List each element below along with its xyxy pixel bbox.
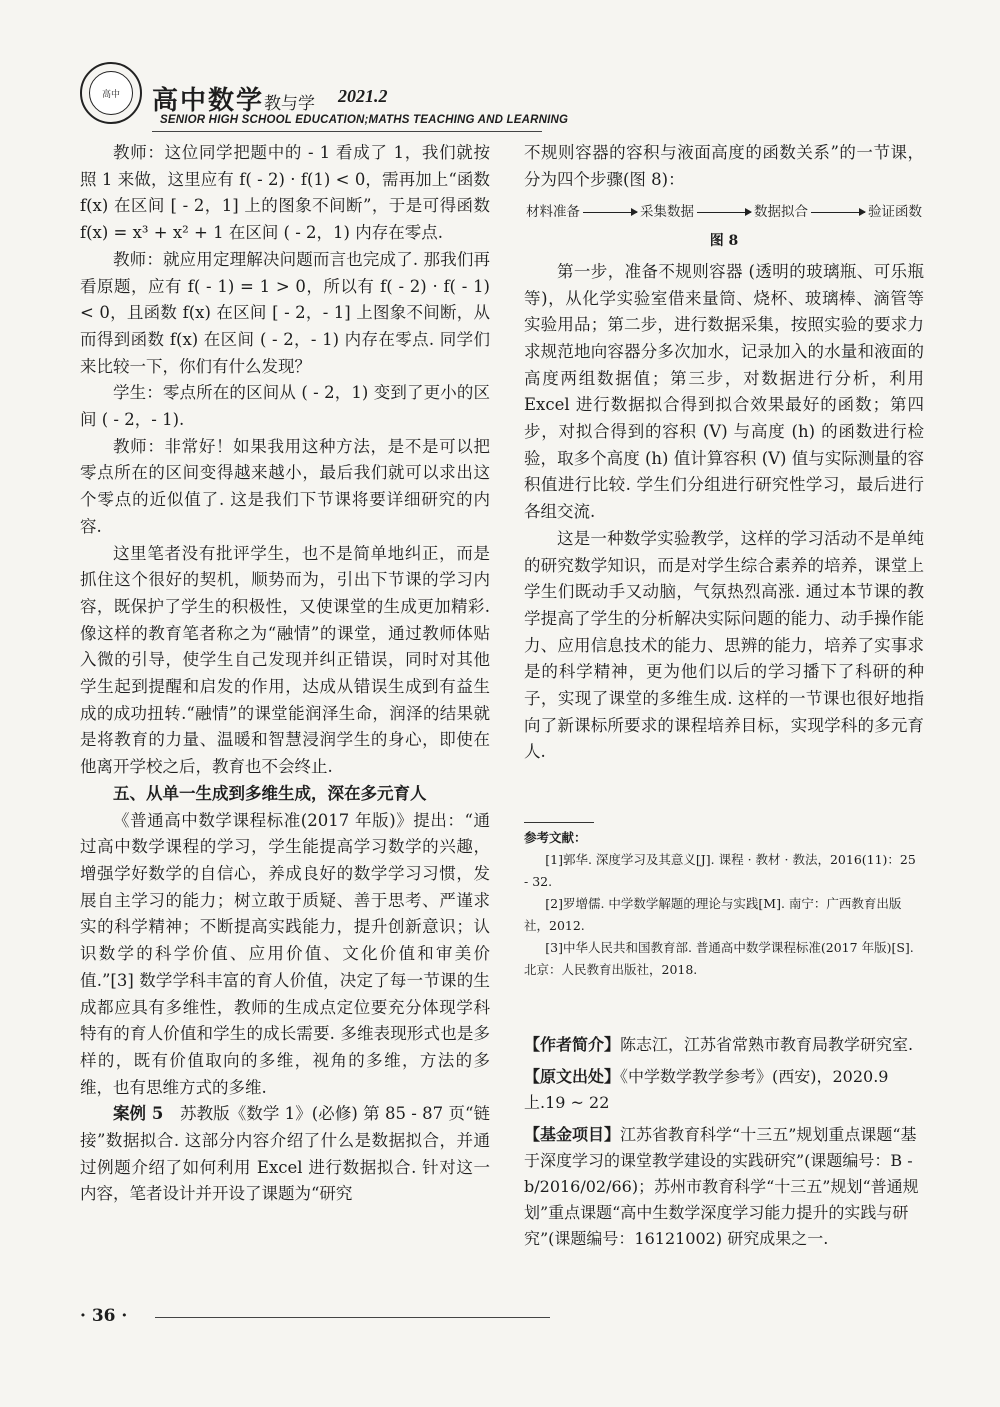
author-text: 陈志江，江苏省常熟市教育局教学研究室. [620, 1035, 914, 1054]
figure-caption: 图 8 [709, 233, 739, 250]
figure-8-flowchart [524, 199, 924, 226]
references [524, 822, 924, 981]
flow-step: 采集数据 [640, 204, 694, 221]
fund-text: 江苏省教育科学“十三五”规划重点课题“基于深度学习的课堂教学建设的实践研究”(课题编号：B - b/2016/02/66)；苏州市教育科学“十三五”规划“普通规划”重点课题“高中生数学深度学习能力提升的实践与研究”(课题编号：16121002) 研究成果之一. [524, 1125, 919, 1248]
fund-note [524, 1122, 924, 1252]
paragraph: 教师：就应用定理解决问题而言也完成了. 那我们再看原题，应有 f( - 1) = 1 > 0，所以有 f( - 2) · f( - 1) < 0，且函数 f(x) 在区间 [ - 2，- 1] 上图象不间断，从而得到函数 f(x) 在区间 ( - 2，- 1) 内存在零点. 同学们来比较一下，你们有什么发现？ [80, 249, 490, 376]
reference-item: [3]中华人民共和国教育部. 普通高中数学课程标准(2017 年版)[S]. 北京：人民教育出版社，2018. [524, 940, 914, 977]
section-heading: 五、从单一生成到多维生成，深在多元育人 [113, 783, 427, 803]
logo-emblem [89, 71, 133, 115]
journal-logo [80, 62, 142, 124]
paragraph: 教师：非常好！如果我用这种方法，是不是可以把零点所在的区间变得越来越小，最后我们就可以求出这个零点的近似值了. 这是我们下节课将要详细研究的内容. [80, 436, 490, 536]
paragraph: 第一步，准备不规则容器 (透明的玻璃瓶、可乐瓶等)，从化学实验室借来量筒、烧杯、玻璃棒、滴管等实验用品；第二步，进行数据采集，按照实验的要求力求规范地向容器分多次加水，记录加入的水量和液面的高度两组数据值；第三步，对数据进行分析，利用 Excel 进行数据拟合得到拟合效果最好的函数；第四步，对拟合得到的容积 (V) 与高度 (h) 的函数进行检验，取多个高度 (h) 值计算容积 (V) 值与实际测量的容积值进行比较. 学生们分组进行研究性学习，最后进行各组交流. [524, 261, 924, 522]
paragraph: 学生：零点所在的区间从 ( - 2，1) 变到了更小的区间 ( - 2，- 1). [80, 383, 490, 430]
paragraph: 《普通高中数学课程标准(2017 年版)》提出：“通过高中数学课程的学习，学生能提高学习数学的兴趣，增强学好数学的自信心，养成良好的数学学习习惯，发展自主学习的能力；树立敢于质疑、善于思考、严谨求实的科学精神；不断提高实践能力，提升创新意识；认识数学的科学价值、应用价值、文化价值和审美价值.”[3] 数学学科丰富的育人价值，决定了每一节课的生成都应具有多维性，教师的生成点定位要充分体现学科特有的育人价值和学生的成长需要. 多维表现形式也是多样的，既有价值取向的多维，视角的多维，方法的多维，也有思维方式的多维. [80, 810, 490, 1097]
references-rule [524, 822, 594, 823]
article-notes [524, 1032, 924, 1258]
footer-rule [155, 1317, 550, 1318]
reference-item: [1]郭华. 深度学习及其意义[J]. 课程 · 教材 · 教法，2016(11)：25 - 32. [524, 852, 916, 889]
paragraph: 这里笔者没有批评学生，也不是简单地纠正，而是抓住这个很好的契机，顺势而为，引出下节课的学习内容，既保护了学生的积极性，又使课堂的生成更加精彩. 像这样的教育笔者称之为“融情”的课堂，通过教师体贴入微的引导，使学生自己发现并纠正错误，同时对其他学生起到提醒和启发的作用，达成从错误生成到有益生成的成功扭转.“融情”的课堂能润泽生命，润泽的结果就是将教育的力量、温暖和智慧浸润学生的身心，即使在他离开学校之后，教育也不会终止. [80, 543, 490, 777]
page-footer [80, 1306, 480, 1326]
paragraph: 这是一种数学实验教学，这样的学习活动不是单纯的研究数学知识，而是对学生综合素养的培养，课堂上学生们既动手又动脑，气氛热烈高涨. 通过本节课的教学提高了学生的分析解决实际问题的能力、动手操作能力、应用信息技术的能力、思辨的能力，培养了实事求是的科学精神，更为他们以后的学习播下了科研的种子，实现了课堂的多维生成. 这样的一节课也很好地指向了新课标所要求的课程培养目标，实现学科的多元育人. [524, 528, 924, 762]
flow-arrow-icon [811, 212, 865, 213]
case-paragraph [80, 1101, 490, 1208]
right-column [524, 140, 924, 766]
flow-step: 材料准备 [526, 204, 580, 221]
flow-arrow-icon [697, 212, 751, 213]
source-note [524, 1064, 924, 1116]
journal-brand: 高中数学 [152, 86, 265, 116]
header-rule [152, 131, 542, 132]
page-number: · 36 · [80, 1306, 128, 1326]
references-title: 参考文献： [524, 830, 587, 845]
flow-step: 验证函数 [868, 204, 922, 221]
page-header [0, 0, 1000, 140]
source-label: 【原文出处】 [524, 1067, 621, 1086]
journal-brand-sub: 教与学 [264, 94, 316, 114]
issue-number: 2021.2 [338, 86, 388, 106]
left-column [80, 140, 490, 1208]
case-label: 案例 5 [113, 1104, 164, 1124]
case-text: 苏教版《数学 1》(必修) 第 85 - 87 页“链接”数据拟合. 这部分内容介绍了什么是数据拟合，并通过例题介绍了如何利用 Excel 进行数据拟合. 针对这一内容，笔者设计并开设了课题为“研究 [80, 1104, 491, 1204]
flow-arrow-icon [583, 212, 637, 213]
logo-text: 高中 [101, 89, 120, 100]
reference-item: [2]罗增儒. 中学数学解题的理论与实践[M]. 南宁：广西教育出版社，2012. [524, 896, 902, 933]
paragraph: 不规则容器的容积与液面高度的函数关系”的一节课，分为四个步骤(图 8)： [524, 143, 924, 189]
flow-step: 数据拟合 [754, 204, 808, 221]
journal-title [152, 80, 315, 117]
source-text: 《中学数学教学参考》(西安)，2020.9 上.19 ~ 22 [524, 1067, 889, 1112]
author-label: 【作者简介】 [524, 1035, 621, 1054]
author-note [524, 1032, 924, 1058]
journal-subtitle: SENIOR HIGH SCHOOL EDUCATION;MATHS TEACHING AND LEARNING [160, 114, 569, 126]
paragraph: 教师：这位同学把题中的 - 1 看成了 1，我们就按照 1 来做，这里应有 f( - 2) · f(1) < 0，需再加上“函数 f(x) 在区间 [ - 2，1] 上的图象不间断”，于是可得函数 f(x) = x³ + x² + 1 在区间 ( - 2，1) 内存在零点. [80, 143, 490, 243]
fund-label: 【基金项目】 [524, 1125, 621, 1144]
